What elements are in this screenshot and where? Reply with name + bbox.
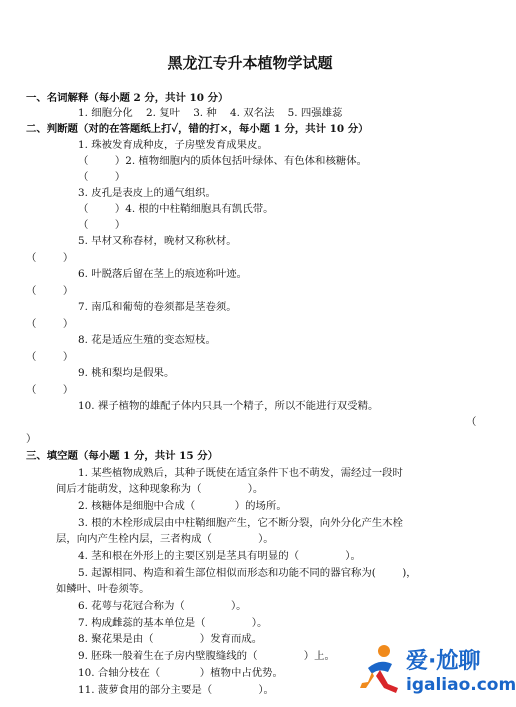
judge-line: （ ） [26,318,74,330]
judge-line: （ ） [26,252,74,264]
judge-line: （ ） [26,384,74,396]
fill-line: 3. 根的木栓形成层由中柱鞘细胞产生，它不断分裂，向外分化产生木栓 [78,517,403,529]
section1-items: 1. 细胞分化 2. 复叶 3. 种 4. 双名法 5. 四强雄蕊 [78,107,343,119]
fill-line: 如鳞叶、叶卷须等。 [56,583,150,595]
fill-line: 间后才能萌发，这种现象称为（ ）。 [56,483,264,495]
judge-line: 6. 叶脱落后留在茎上的痕迹称叶迹。 [78,268,248,280]
runner-logo-icon [358,642,404,702]
watermark-brand: 爱·尬聊 [406,649,481,674]
judge-line: （ ） [26,285,74,297]
fill-line: 层，向内产生栓内层，三者构成（ ）。 [56,533,274,545]
judge-line: （ ） [78,219,126,231]
fill-line: 5. 起源相同、构造和着生部位相似而形态和功能不同的器官称为( )， [78,567,417,579]
fill-line: 6. 花萼与花冠合称为（ ）。 [78,600,247,612]
exam-title: 黑龙江专升本植物学试题 [167,54,333,72]
fill-line: 4. 茎和根在外形上的主要区别是茎具有明显的（ ）。 [78,550,361,562]
fill-line: 1. 某些植物成熟后，其种子既使在适宜条件下也不萌发，需经过一段时 [78,467,403,479]
judge-line: 7. 南瓜和葡萄的卷须都是茎卷须。 [78,301,237,313]
judge-line: （ ）2. 植物细胞内的质体包括叶绿体、有色体和核糖体。 [78,155,368,167]
section3-heading: 三、填空题（每小题 1 分，共计 15 分） [26,450,219,462]
judge-line: （ ） [78,171,126,183]
section1-heading: 一、名词解释（每小题 2 分，共计 10 分） [26,92,229,104]
fill-line: 8. 聚花果是由（ ）发育而成。 [78,633,263,645]
watermark-domain: igaliao.com [406,675,516,695]
watermark-logo [358,642,516,704]
fill-line: 2. 核糖体是细胞中合成（ ）的场所。 [78,500,287,512]
judge-line: ） [26,433,37,445]
judge-line: 5. 早材又称春材，晚材又称秋材。 [78,235,237,247]
judge-line: 1. 珠被发育成种皮，子房壁发育成果皮。 [78,139,268,151]
fill-line: 10. 合轴分枝在（ ）植物中占优势。 [78,667,283,679]
judge-line: 9. 桃和梨均是假果。 [78,367,175,379]
judge-line: （ [466,416,477,428]
judge-line: 10. 裸子植物的雄配子体内只具一个精子，所以不能进行双受精。 [78,400,379,412]
judge-line: （ ）4. 根的中柱鞘细胞具有凯氏带。 [78,203,274,215]
judge-line: 8. 花是适应生殖的变态短枝。 [78,334,216,346]
fill-line: 7. 构成雌蕊的基本单位是（ ）。 [78,617,268,629]
section2-heading: 二、判断题（对的在答题纸上打✓，错的打×，每小题 1 分，共计 10 分） [26,123,369,135]
judge-line: （ ） [26,351,74,363]
fill-line: 9. 胚珠一般着生在子房内壁腹缝线的（ ）上。 [78,650,335,662]
fill-line: 11. 菠萝食用的部分主要是（ ）。 [78,684,274,696]
judge-line: 3. 皮孔是表皮上的通气组织。 [78,187,216,199]
